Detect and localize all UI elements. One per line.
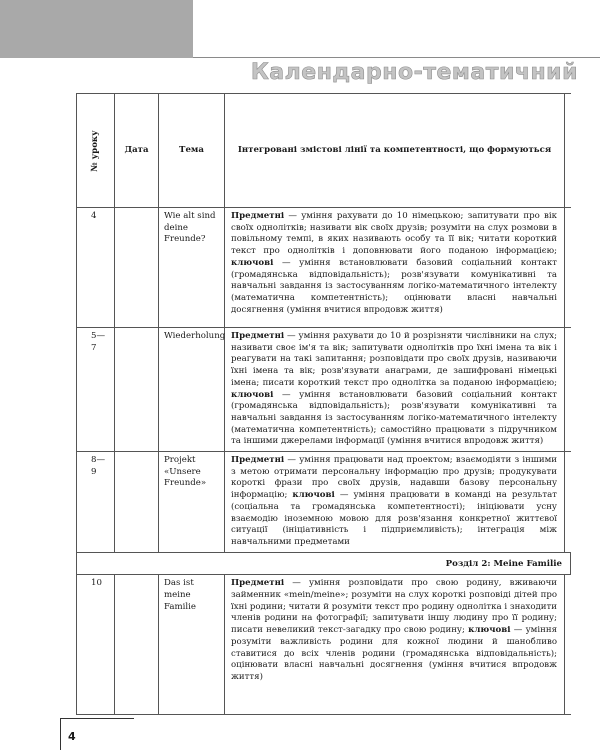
table-header-row: [77, 94, 571, 208]
lesson-topic: Wie alt sind deine Freunde?: [159, 208, 225, 328]
lesson-plan-table: [76, 93, 571, 715]
header-competences: Інтегровані змістові лінії та компетентності, що формуються: [225, 94, 565, 208]
lesson-competences: Предметні — уміння рахувати до 10 німецькою; запитувати про вік своїх однолітків; називати вік своїх друзів; розуміти на слух розмови в повільному темпі, в яких називають особу та її вік; читати короткий текст про однолітків і доповнювати його поданою інформацією; ключові — уміння встановлювати базовий соціальний контакт (громадянська відповідальність); розв'язувати комунікативні та навчальні завдання із застосуванням логіко-математичного інтелекту (математична компетентність); оцінювати власні навчальні досягнення (уміння вчитися впродовж життя): [225, 208, 565, 328]
lesson-topic: Das ist meine Familie: [159, 575, 225, 715]
header-topic: Тема: [159, 94, 225, 208]
lesson-date: [115, 328, 159, 452]
section-row: [77, 552, 571, 575]
table-row: [77, 452, 571, 553]
lesson-number: 4: [77, 208, 115, 328]
table-row: [77, 328, 571, 452]
lesson-competences: Предметні — уміння розповідати про свою родину, вживаючи займенник «mein/meine»; розуміти на слух короткі розповіді дітей про їхні родини; читати й розуміти текст про родину однолітка і знаходити членів родини на фотографії; запитувати іншу людину про її родину; писати невеликий текст-загадку про свою родину; ключові — уміння розуміти важливість родини для кожної людини й шанобливо ставитися до всіх членів родини (громадянська відповідальність); оцінювати власні навчальні досягнення (уміння вчитися впродовж життя): [225, 575, 565, 715]
header-lesson-number: № уроку: [77, 94, 115, 208]
lesson-topic: Wiederholung: [159, 328, 225, 452]
table-row: [77, 575, 571, 715]
page-number: 4: [68, 730, 76, 743]
page-title: Календарно-тематичний: [250, 60, 578, 85]
lesson-number: 10: [77, 575, 115, 715]
section-label: Розділ 2: Meine Familie: [77, 552, 571, 575]
footer-rule-vertical: [60, 718, 61, 750]
lesson-number: 5—7: [77, 328, 115, 452]
lesson-date: [115, 452, 159, 553]
header-date: Дата: [115, 94, 159, 208]
table-row: [77, 208, 571, 328]
lesson-competences: Предметні — уміння працювати над проектом; взаємодіяти з іншими з метою отримати персональну інформацію про друзів; продукувати короткі фрази про своїх друзів, надавши базову персональну інформацію; ключові — уміння працювати в команді на результат (соціальна та громадянська компетентності); ініціювати усну взаємодію іноземною мовою для розв'язання конкретної життєвої ситуації (ініціативність і підприємливість); інтеграція між навчальними предметами: [225, 452, 565, 553]
header-divider: [193, 57, 600, 58]
lesson-number: 8—9: [77, 452, 115, 553]
lesson-date: [115, 575, 159, 715]
header-grey-tab: [0, 0, 193, 58]
lesson-date: [115, 208, 159, 328]
lesson-topic: Projekt «Unsere Freunde»: [159, 452, 225, 553]
lesson-competences: Предметні — уміння рахувати до 10 й розрізняти числівники на слух; називати своє ім'я та вік; запитувати однолітків про їхні імена та вік і реагувати на такі запитання; розповідати про своїх друзів, називаючи їхні імена та вік; розв'язувати анаграми, де зашифровані німецькі імена; писати короткий текст про однолітка за поданою інформацією; ключові — уміння встановлювати базовий соціальний контакт (громадянська відповідальність); розв'язувати комунікативні та навчальні завдання із застосуванням логіко-математичного інтелекту (математична компетентність); самостійно працювати з підручником та іншими джерелами інформації (уміння вчитися впродовж життя): [225, 328, 565, 452]
footer-rule: [60, 718, 134, 719]
